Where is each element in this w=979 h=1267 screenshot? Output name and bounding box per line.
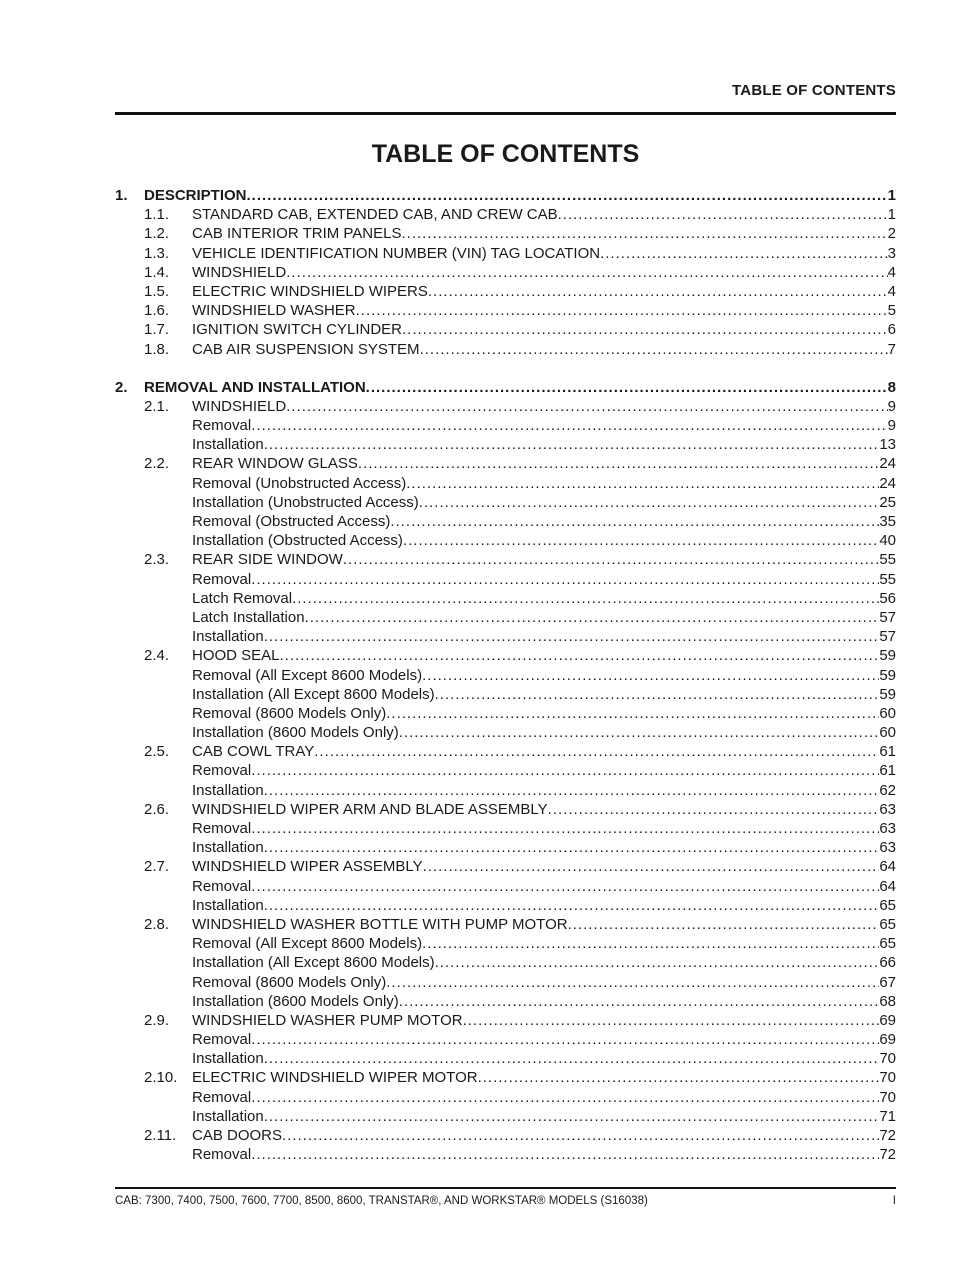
toc-leader-dots (264, 896, 880, 915)
toc-label: Installation (Unobstructed Access) (192, 493, 419, 511)
toc-number: 1.6. (144, 302, 170, 320)
toc-label: WINDSHIELD WASHER (192, 302, 356, 320)
toc-label: Installation (192, 436, 264, 454)
toc-page-number: 24 (879, 455, 896, 473)
toc-subsection[interactable] (115, 742, 896, 761)
toc-leader-dots (435, 685, 880, 704)
toc-page-number: 5 (887, 302, 896, 320)
toc-leader-dots (548, 800, 880, 819)
toc-label: CAB AIR SUSPENSION SYSTEM (192, 340, 420, 358)
toc-number: 2.9. (144, 1011, 170, 1029)
toc-label: Installation (192, 628, 264, 646)
toc-label: Installation (8600 Models Only) (192, 992, 399, 1010)
toc-page-number: 67 (879, 973, 896, 991)
toc-label: Removal (192, 417, 252, 435)
toc-label: Installation (All Except 8600 Models) (192, 685, 435, 703)
toc-item[interactable] (115, 934, 896, 953)
toc-leader-dots (399, 992, 880, 1011)
toc-subsection[interactable] (115, 550, 896, 569)
toc-page-number: 66 (879, 954, 896, 972)
toc-subsection[interactable] (115, 1068, 896, 1087)
toc-page-number: 40 (879, 532, 896, 550)
toc-subsection[interactable] (115, 224, 896, 243)
toc-leader-dots (264, 781, 880, 800)
toc-leader-dots (286, 397, 887, 416)
toc-item[interactable] (115, 627, 896, 646)
toc-label: VEHICLE IDENTIFICATION NUMBER (VIN) TAG LOCATION (192, 244, 601, 262)
toc-leader-dots (286, 263, 887, 282)
toc-page-number: 69 (879, 1011, 896, 1029)
toc-number: 1.5. (144, 282, 170, 300)
toc-item[interactable] (115, 819, 896, 838)
toc-subsection[interactable] (115, 857, 896, 876)
toc-leader-dots (419, 493, 880, 512)
toc-item[interactable] (115, 896, 896, 915)
toc-leader-dots (280, 646, 880, 665)
toc-label: Installation (192, 781, 264, 799)
toc-item[interactable] (115, 992, 896, 1011)
toc-label: Removal (192, 1146, 252, 1164)
toc-item[interactable] (115, 589, 896, 608)
footer-text: CAB: 7300, 7400, 7500, 7600, 7700, 8500, 8600, TRANSTAR®, AND WORKSTAR® MODELS (S16038) (115, 1195, 648, 1207)
toc-page-number: 6 (887, 321, 896, 339)
toc-label: Removal (All Except 8600 Models) (192, 666, 423, 684)
toc-subsection[interactable] (115, 340, 896, 359)
toc-leader-dots (251, 877, 879, 896)
toc-leader-dots (399, 723, 880, 742)
toc-number: 1.2. (144, 225, 170, 243)
toc-leader-dots (247, 186, 888, 205)
toc-leader-dots (422, 666, 879, 685)
toc-item[interactable] (115, 973, 896, 992)
toc-leader-dots (420, 340, 888, 359)
toc-label: Removal (8600 Models Only) (192, 704, 387, 722)
toc-leader-dots (251, 819, 879, 838)
toc-label: Removal (All Except 8600 Models) (192, 935, 423, 953)
toc-label: HOOD SEAL (192, 647, 280, 665)
toc-page-number: 68 (879, 992, 896, 1010)
toc-page-number: 63 (879, 800, 896, 818)
toc-section[interactable] (115, 186, 896, 205)
toc-label: STANDARD CAB, EXTENDED CAB, AND CREW CAB (192, 206, 558, 224)
toc-label: Installation (Obstructed Access) (192, 532, 403, 550)
toc-leader-dots (435, 953, 880, 972)
toc-page-number: 70 (879, 1069, 896, 1087)
toc-subsection[interactable] (115, 263, 896, 282)
toc-leader-dots (422, 934, 879, 953)
toc-leader-dots (251, 1088, 879, 1107)
toc-leader-dots (558, 205, 888, 224)
toc-page-number: 70 (879, 1050, 896, 1068)
toc-item[interactable] (115, 608, 896, 627)
toc-item[interactable] (115, 704, 896, 723)
toc-subsection[interactable] (115, 800, 896, 819)
toc-label: REAR SIDE WINDOW (192, 551, 343, 569)
toc-page-number: 3 (887, 244, 896, 262)
toc-page-number: 61 (879, 743, 896, 761)
toc-leader-dots (386, 973, 879, 992)
toc-label: WINDSHIELD (192, 263, 287, 281)
toc-label: Removal (Unobstructed Access) (192, 474, 407, 492)
toc-leader-dots (264, 435, 880, 454)
toc-number: 2.6. (144, 800, 170, 818)
toc-page-number: 9 (887, 417, 896, 435)
toc-leader-dots (282, 1126, 879, 1145)
toc-item[interactable] (115, 1107, 896, 1126)
footer-rule (115, 1187, 896, 1189)
toc-number: 1.3. (144, 244, 170, 262)
toc-label: Removal (192, 1088, 252, 1106)
toc-page-number: 57 (879, 608, 896, 626)
toc-label: Removal (192, 820, 252, 837)
toc-item[interactable] (115, 570, 896, 589)
toc-page-number: 69 (879, 1031, 896, 1049)
toc-leader-dots (251, 1030, 879, 1049)
toc-number: 1.7. (144, 321, 170, 339)
toc-subsection[interactable] (115, 454, 896, 473)
toc-page-number: 57 (879, 628, 896, 646)
running-header: TABLE OF CONTENTS (732, 82, 896, 99)
toc-list (115, 186, 896, 1164)
toc-label: WINDSHIELD WIPER ARM AND BLADE ASSEMBLY (192, 800, 548, 818)
toc-item[interactable] (115, 761, 896, 780)
toc-label: Latch Removal (192, 589, 293, 607)
toc-item[interactable] (115, 953, 896, 972)
toc-leader-dots (292, 589, 879, 608)
toc-label: WINDSHIELD (192, 397, 287, 415)
toc-leader-dots (251, 416, 887, 435)
toc-subsection[interactable] (115, 1126, 896, 1145)
toc-subsection[interactable] (115, 320, 896, 339)
toc-label: Installation (192, 839, 264, 857)
toc-item[interactable] (115, 512, 896, 531)
toc-label: ELECTRIC WINDSHIELD WIPERS (192, 282, 428, 300)
header-rule (115, 112, 896, 115)
toc-label: DESCRIPTION (144, 187, 247, 204)
toc-label: WINDSHIELD WASHER BOTTLE WITH PUMP MOTOR (192, 915, 568, 933)
toc-page-number: 61 (879, 762, 896, 780)
toc-page-number: 72 (879, 1127, 896, 1144)
toc-leader-dots (402, 320, 888, 339)
toc-page-number: 60 (879, 704, 896, 722)
toc-leader-dots (343, 550, 879, 569)
toc-page-number: 55 (879, 570, 896, 588)
toc-leader-dots (600, 244, 888, 263)
toc-subsection[interactable] (115, 915, 896, 934)
toc-leader-dots (568, 915, 880, 934)
toc-page-number: 1 (887, 206, 896, 224)
toc-item[interactable] (115, 723, 896, 742)
toc-page-number: 4 (887, 282, 896, 300)
toc-item[interactable] (115, 1088, 896, 1107)
toc-item[interactable] (115, 493, 896, 512)
toc-leader-dots (366, 378, 888, 397)
toc-leader-dots (406, 474, 879, 493)
toc-subsection[interactable] (115, 301, 896, 320)
toc-page-number: 8 (887, 378, 896, 396)
toc-leader-dots (251, 1145, 879, 1164)
toc-item[interactable] (115, 474, 896, 493)
toc-label: REMOVAL AND INSTALLATION (144, 378, 366, 396)
toc-page-number: 64 (879, 877, 896, 895)
toc-label: CAB INTERIOR TRIM PANELS (192, 225, 402, 243)
toc-item[interactable] (115, 1049, 896, 1068)
toc-number: 2.3. (144, 551, 170, 569)
toc-number: 2.8. (144, 915, 170, 933)
toc-page-number: 7 (887, 340, 896, 358)
toc-item[interactable] (115, 1030, 896, 1049)
toc-label: Installation (192, 896, 264, 914)
toc-page-number: 4 (887, 263, 896, 281)
toc-page-number: 1 (887, 187, 896, 204)
toc-label: Removal (192, 877, 252, 895)
toc-label: Removal (192, 762, 252, 780)
toc-subsection[interactable] (115, 244, 896, 263)
toc-leader-dots (305, 608, 880, 627)
toc-page-number: 55 (879, 551, 896, 569)
toc-leader-dots (356, 301, 888, 320)
toc-page-number: 56 (879, 589, 896, 607)
toc-page-number: 65 (879, 896, 896, 914)
toc-subsection[interactable] (115, 1011, 896, 1030)
toc-page-number: 60 (879, 724, 896, 742)
toc-leader-dots (463, 1011, 880, 1030)
toc-item[interactable] (115, 838, 896, 857)
toc-label: Installation (8600 Models Only) (192, 724, 399, 742)
toc-page-number: 65 (879, 915, 896, 933)
toc-subsection[interactable] (115, 646, 896, 665)
toc-leader-dots (264, 838, 880, 857)
toc-item[interactable] (115, 531, 896, 550)
toc-subsection[interactable] (115, 397, 896, 416)
toc-subsection[interactable] (115, 282, 896, 301)
toc-number: 1.4. (144, 263, 170, 281)
toc-page-number: 72 (879, 1146, 896, 1164)
toc-label: Removal (192, 1031, 252, 1049)
toc-page-number: 2 (887, 225, 896, 243)
toc-leader-dots (423, 857, 880, 876)
toc-leader-dots (386, 704, 879, 723)
toc-leader-dots (428, 282, 888, 301)
toc-label: Installation (192, 1050, 264, 1068)
toc-number: 2.2. (144, 455, 170, 473)
toc-number: 2.4. (144, 647, 170, 665)
toc-item[interactable] (115, 416, 896, 435)
toc-page-number: 24 (879, 474, 896, 492)
toc-label: CAB COWL TRAY (192, 743, 315, 761)
toc-number: 2.5. (144, 743, 170, 761)
toc-item[interactable] (115, 781, 896, 800)
page-title: TABLE OF CONTENTS (371, 140, 640, 168)
toc-leader-dots (264, 627, 880, 646)
footer-page-number: I (892, 1195, 896, 1207)
toc-section[interactable] (115, 378, 896, 397)
toc-page-number: 25 (879, 493, 896, 511)
toc-page-number: 13 (879, 436, 896, 454)
toc-label: IGNITION SWITCH CYLINDER (192, 321, 403, 339)
toc-label: Removal (Obstructed Access) (192, 513, 391, 530)
toc-page-number: 64 (879, 858, 896, 876)
toc-page-number: 70 (879, 1088, 896, 1106)
toc-label: WINDSHIELD WASHER PUMP MOTOR (192, 1011, 463, 1029)
toc-page-number: 59 (879, 647, 896, 665)
toc-page-number: 59 (879, 685, 896, 703)
toc-leader-dots (401, 224, 887, 243)
toc-leader-dots (264, 1107, 880, 1126)
toc-label: ELECTRIC WINDSHIELD WIPER MOTOR (192, 1069, 478, 1087)
toc-page-number: 71 (879, 1107, 896, 1125)
toc-label: Latch Installation (192, 608, 305, 626)
toc-label: Removal (192, 570, 252, 588)
toc-number: 1.8. (144, 340, 170, 358)
toc-number: 2.1. (144, 397, 170, 415)
toc-label: Installation (192, 1107, 264, 1125)
toc-label: CAB DOORS (192, 1127, 283, 1144)
toc-page-number: 65 (879, 935, 896, 953)
toc-leader-dots (251, 761, 879, 780)
toc-item[interactable] (115, 666, 896, 685)
toc-page-number: 62 (879, 781, 896, 799)
toc-leader-dots (358, 454, 879, 473)
toc-page-number: 63 (879, 820, 896, 837)
toc-page-number: 63 (879, 839, 896, 857)
toc-item[interactable] (115, 1145, 896, 1164)
toc-section-gap (115, 359, 896, 378)
toc-number: 2. (115, 378, 128, 396)
toc-leader-dots (478, 1068, 880, 1087)
toc-label: Installation (All Except 8600 Models) (192, 954, 435, 972)
toc-label: WINDSHIELD WIPER ASSEMBLY (192, 858, 423, 876)
toc-leader-dots (390, 512, 879, 531)
toc-number: 2.11. (144, 1127, 177, 1144)
toc-leader-dots (314, 742, 879, 761)
toc-subsection[interactable] (115, 205, 896, 224)
toc-leader-dots (403, 531, 879, 550)
toc-item[interactable] (115, 685, 896, 704)
toc-page-number: 9 (887, 397, 896, 415)
toc-number: 2.10. (144, 1069, 178, 1087)
toc-label: REAR WINDOW GLASS (192, 455, 358, 473)
toc-label: Removal (8600 Models Only) (192, 973, 387, 991)
toc-item[interactable] (115, 435, 896, 454)
toc-leader-dots (251, 570, 879, 589)
toc-number: 1.1. (144, 206, 170, 224)
toc-leader-dots (264, 1049, 880, 1068)
toc-page-number: 35 (879, 513, 896, 530)
toc-number: 2.7. (144, 858, 170, 876)
toc-item[interactable] (115, 877, 896, 896)
toc-page-number: 59 (879, 666, 896, 684)
toc-number: 1. (115, 187, 128, 204)
